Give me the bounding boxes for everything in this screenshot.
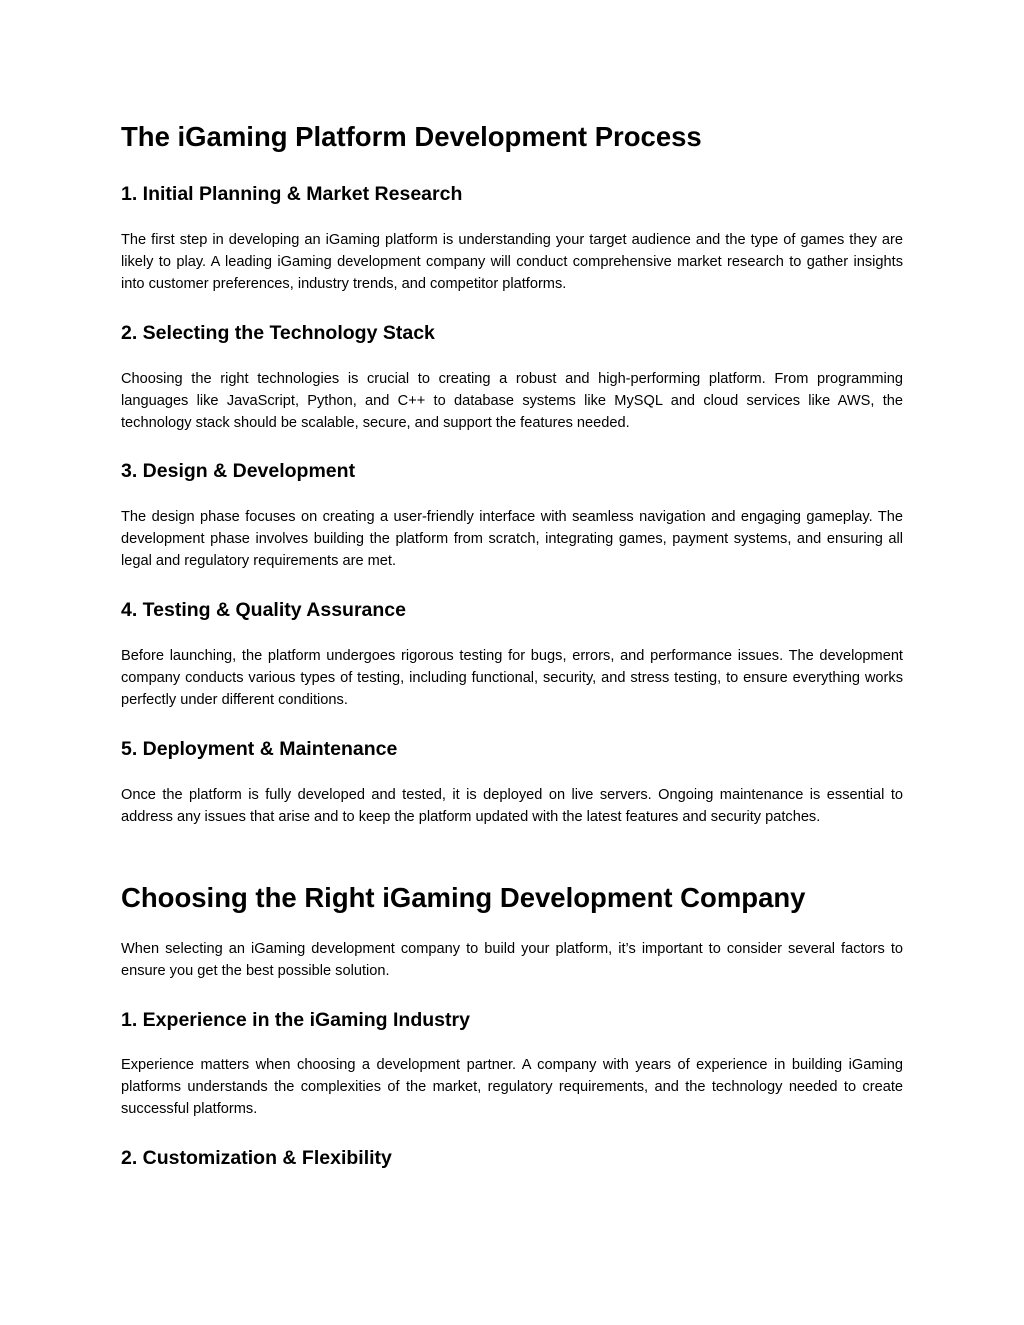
step-heading-technology-stack: 2. Selecting the Technology Stack bbox=[121, 322, 435, 344]
factor-heading-customization: 2. Customization & Flexibility bbox=[121, 1147, 392, 1169]
section-intro-choosing-company: When selecting an iGaming development company to build your platform, it’s important to consider several factors to ensure you get the best possible solution. bbox=[121, 941, 903, 979]
section-title-choosing-company: Choosing the Right iGaming Development Company bbox=[121, 882, 806, 913]
step-paragraph-deployment: Once the platform is fully developed and tested, it is deployed on live servers. Ongoing maintenance is essential to address any issues that arise and to keep the platform updated with the latest features and security patches. bbox=[121, 787, 903, 825]
step-heading-deployment: 5. Deployment & Maintenance bbox=[121, 738, 398, 760]
step-paragraph-testing: Before launching, the platform undergoes rigorous testing for bugs, errors, and performance issues. The development company conducts various types of testing, including functional, security, and stress testing, to ensure everything works perfectly under different conditions. bbox=[121, 648, 903, 708]
step-heading-testing: 4. Testing & Quality Assurance bbox=[121, 599, 406, 621]
step-paragraph-planning: The first step in developing an iGaming platform is understanding your target audience and the type of games they are likely to play. A leading iGaming development company will conduct comprehensive market research to gather insights into customer preferences, industry trends, and competitor platforms. bbox=[121, 232, 903, 292]
factor-heading-experience: 1. Experience in the iGaming Industry bbox=[121, 1009, 470, 1031]
step-heading-design-development: 3. Design & Development bbox=[121, 460, 356, 482]
factor-paragraph-experience: Experience matters when choosing a development partner. A company with years of experience in building iGaming platforms understands the complexities of the market, regulatory requirements, and the technology needed to create successful platforms. bbox=[121, 1057, 903, 1117]
step-heading-planning: 1. Initial Planning & Market Research bbox=[121, 183, 463, 205]
section-title-development-process: The iGaming Platform Development Process bbox=[121, 121, 702, 152]
step-paragraph-technology-stack: Choosing the right technologies is crucial to creating a robust and high-performing platform. From programming languages like JavaScript, Python, and C++ to database systems like MySQL and cloud services like AWS, the technology stack should be scalable, secure, and support the features needed. bbox=[121, 371, 903, 431]
step-paragraph-design-development: The design phase focuses on creating a user-friendly interface with seamless navigation and engaging gameplay. The development phase involves building the platform from scratch, integrating games, payment systems, and ensuring all legal and regulatory requirements are met. bbox=[121, 509, 903, 569]
